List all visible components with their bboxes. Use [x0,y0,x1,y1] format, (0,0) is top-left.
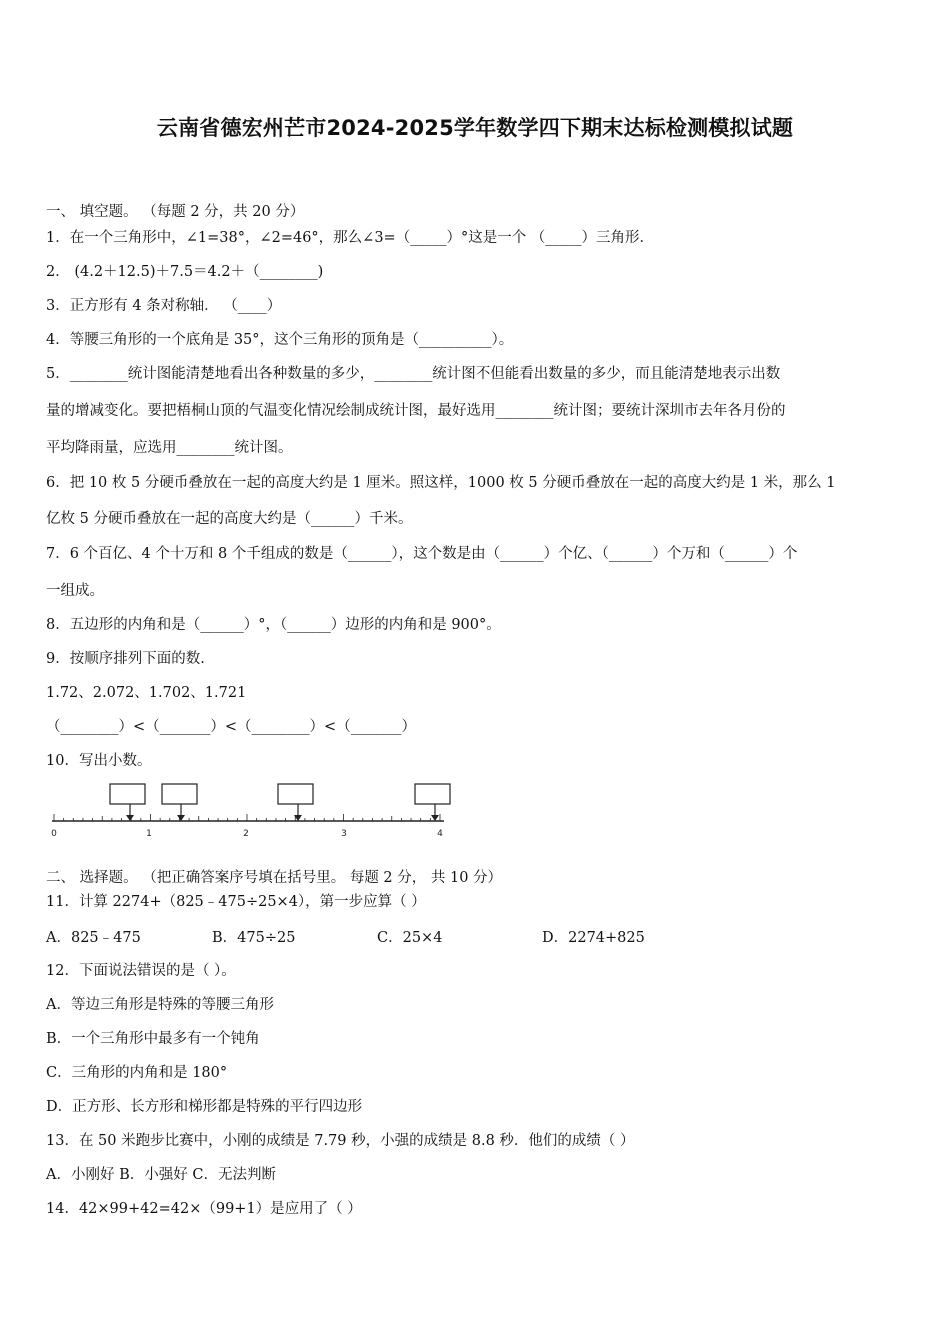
q11-option-c: C．25×4 [377,930,443,946]
question-10: 10．写出小数。 [46,753,152,769]
q12-option-b: B．一个三角形中最多有一个钝角 [46,1031,260,1047]
question-7-line-2: 一组成。 [46,583,104,599]
arrowhead-2 [177,815,185,821]
question-5-line-3: 平均降雨量，应选用________统计图。 [46,440,293,456]
q11-option-b: B．475÷25 [212,930,296,946]
tick-label-4: 4 [437,829,443,839]
q12-option-c: C．三角形的内角和是 180° [46,1065,228,1081]
q13-options: A．小刚好 B．小强好 C．无法判断 [46,1167,276,1183]
tick-label-3: 3 [341,829,347,839]
answer-box-1 [110,784,145,804]
question-14: 14．42×99+42=42×（99+1）是应用了（ ） [46,1201,362,1217]
tick-label-0: 0 [51,829,57,839]
question-6-line-1: 6．把 10 枚 5 分硬币叠放在一起的高度大约是 1 厘米。照这样，1000 枚 5 分硬币叠放在一起的高度大约是 1 米，那么 1 [46,475,836,491]
question-11: 11．计算 2274+（825﹣475÷25×4），第一步应算（ ） [46,894,426,910]
answer-box-4 [415,784,450,804]
question-12: 12．下面说法错误的是（ ）。 [46,963,236,979]
tick-label-1: 1 [146,829,152,839]
question-9: 9．按顺序排列下面的数. [46,651,205,667]
answer-box-3 [278,784,313,804]
question-9-numbers: 1.72、2.072、1.702、1.721 [46,685,247,701]
question-8: 8．五边形的内角和是（______）°，（______）边形的内角和是 900°。 [46,617,501,633]
question-1: 1．在一个三角形中，∠1=38°，∠2=46°，那么∠3=（_____）°这是一个 （_____）三角形． [46,230,655,246]
question-4: 4．等腰三角形的一个底角是 35°，这个三角形的顶角是（__________）。 [46,332,514,348]
question-9-blanks: （________）<（_______）<（________）<（_______） [46,719,416,735]
q11-option-d: D．2274+825 [542,930,645,946]
section-heading-multiple-choice: 二、 选择题。 （把正确答案序号填在括号里。 每题 2 分， 共 10 分） [46,870,503,886]
arrowhead-1 [126,815,134,821]
section-heading-fill-blank: 一、 填空题。 （每题 2 分，共 20 分） [46,204,305,220]
arrowhead-4 [431,815,439,821]
q12-option-d: D．正方形、长方形和梯形都是特殊的平行四边形 [46,1099,363,1115]
number-line-figure [46,778,466,844]
question-5-line-1: 5．________统计图能清楚地看出各种数量的多少，________统计图不但能看出数量的多少，而且能清楚地表示出数 [46,366,781,382]
q11-option-a: A．825﹣475 [46,930,141,946]
page-title: 云南省德宏州芒市2024-2025学年数学四下期末达标检测模拟试题 [156,116,794,140]
question-2: 2． (4.2＋12.5)＋7.5＝4.2＋（________) [46,264,324,280]
tick-label-2: 2 [243,829,249,839]
question-5-line-2: 量的增减变化。要把梧桐山顶的气温变化情况绘制成统计图，最好选用________统计图；要统计深圳市去年各月份的 [46,403,786,419]
question-6-line-2: 亿枚 5 分硬币叠放在一起的高度大约是（______）千米。 [46,511,413,527]
question-7-line-1: 7．6 个百亿、4 个十万和 8 个千组成的数是（______），这个数是由（______）个亿、（______）个万和（______）个 [46,546,798,562]
answer-box-2 [162,784,197,804]
question-13: 13．在 50 米跑步比赛中，小刚的成绩是 7.79 秒，小强的成绩是 8.8 秒．他们的成绩（ ） [46,1133,635,1149]
q12-option-a: A．等边三角形是特殊的等腰三角形 [46,997,274,1013]
question-3: 3．正方形有 4 条对称轴． （____） [46,298,282,314]
